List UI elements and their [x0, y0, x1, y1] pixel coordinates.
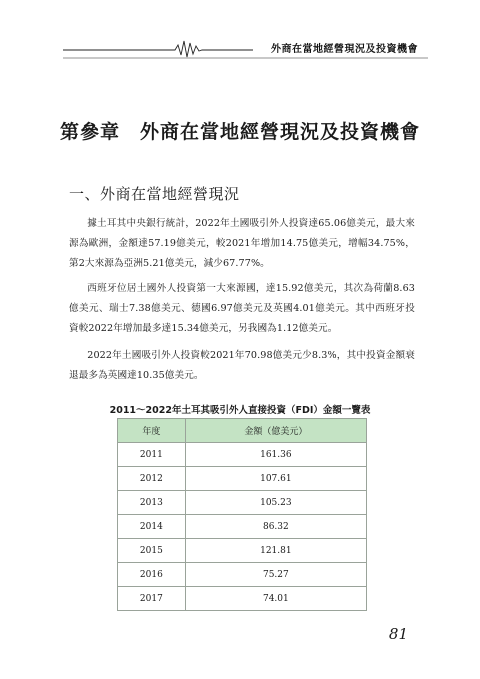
year-cell: 2013 [118, 491, 186, 515]
paragraph-3: 2022年土國吸引外人投資較2021年70.98億美元少8.3%，其中投資金額衰退最多為英國達10.35億美元。 [69, 350, 415, 381]
table-row [118, 467, 367, 491]
column-header-year: 年度 [118, 419, 186, 443]
year-cell: 2011 [118, 443, 186, 467]
amount-cell: 74.01 [185, 587, 366, 611]
body-paragraph-block [69, 214, 415, 279]
chapter-title: 第參章 外商在當地經營現況及投資機會 [59, 121, 420, 143]
table-row [118, 539, 367, 563]
body-paragraph-block [69, 279, 415, 344]
year-cell: 2012 [118, 467, 186, 491]
column-header-amount: 金額（億美元） [185, 419, 366, 443]
amount-cell: 75.27 [185, 563, 366, 587]
paragraph-1: 據土耳其中央銀行統計，2022年土國吸引外人投資達65.06億美元，最大來源為歐洲，金額達57.19億美元，較2021年增加14.75億美元，增幅34.75%，第2大來源為亞洲5.21億美元，減少67.77%。 [69, 218, 415, 269]
amount-cell: 86.32 [185, 515, 366, 539]
table-row [118, 491, 367, 515]
fdi-table [117, 418, 367, 611]
page-number: 81 [388, 625, 408, 643]
table-row [118, 563, 367, 587]
year-cell: 2015 [118, 539, 186, 563]
table-header-row [118, 419, 367, 443]
table-row [118, 515, 367, 539]
amount-cell: 105.23 [185, 491, 366, 515]
paragraph-2: 西班牙位居土國外人投資第一大來源國，達15.92億美元，其次為荷蘭8.63億美元、瑞士7.38億美元、德國6.97億美元及英國4.01億美元。其中西班牙投資較2022年增加最多達15.34億美元，另我國為1.12億美元。 [69, 283, 415, 334]
table-row [118, 587, 367, 611]
table-caption: 2011～2022年土耳其吸引外人直接投資（FDI）金額一覽表 [109, 405, 371, 416]
year-cell: 2017 [118, 587, 186, 611]
amount-cell: 107.61 [185, 467, 366, 491]
amount-cell: 161.36 [185, 443, 366, 467]
section-heading: 一、外商在當地經營現況 [69, 185, 240, 203]
amount-cell: 121.81 [185, 539, 366, 563]
body-paragraph-block [69, 346, 415, 391]
table-row [118, 443, 367, 467]
running-title: 外商在當地經營現況及投資機會 [271, 44, 418, 55]
year-cell: 2014 [118, 515, 186, 539]
running-header [63, 37, 428, 59]
year-cell: 2016 [118, 563, 186, 587]
